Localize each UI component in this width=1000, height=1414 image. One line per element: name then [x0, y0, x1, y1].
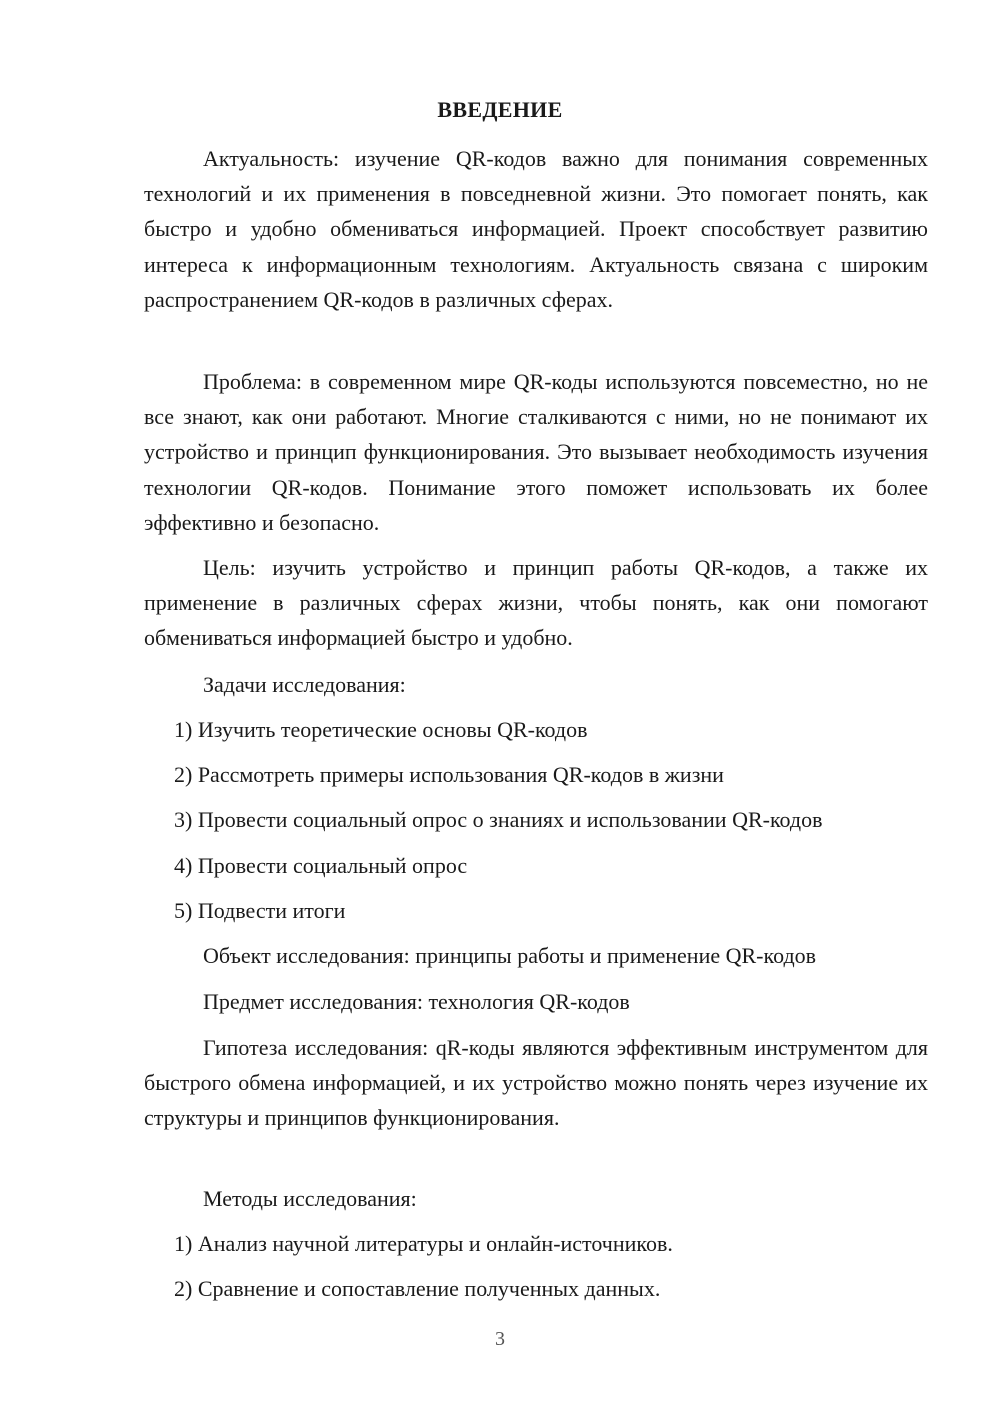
task-item: 1) Изучить теоретические основы QR-кодов	[174, 717, 588, 742]
method-item: 1) Анализ научной литературы и онлайн-источников.	[174, 1231, 673, 1256]
task-item: 5) Подвести итоги	[174, 898, 346, 923]
goal-paragraph: Цель: изучить устройство и принцип работы QR-кодов, а также их применение в различных сферах жизни, чтобы понять, как они помогают обмениваться информацией быстро и удобно.	[144, 555, 928, 651]
page-number: 3	[495, 1328, 505, 1350]
research-object: Объект исследования: принципы работы и применение QR-кодов	[203, 943, 817, 968]
page-title: ВВЕДЕНИЕ	[437, 97, 563, 122]
problem-paragraph: Проблема: в современном мире QR-коды используются повсеместно, но не все знают, как они работают. Многие сталкиваются с ними, но не понимают их устройство и принцип функционирования. Это вызывает необходимость изучения технологии QR-кодов. Понимание этого поможет использовать их более эффективно и безопасно.	[144, 369, 928, 535]
research-subject: Предмет исследования: технология QR-кодов	[203, 989, 630, 1014]
relevance-paragraph: Актуальность: изучение QR-кодов важно для понимания современных технологий и их применения в повседневной жизни. Это помогает понять, как быстро и удобно обмениваться информацией. Проект способствует развитию интереса к информационным технологиям. Актуальность связана с широким распространением QR-кодов в различных сферах.	[144, 146, 928, 312]
task-item: 3) Провести социальный опрос о знаниях и использовании QR-кодов	[174, 807, 823, 832]
task-item: 2) Рассмотреть примеры использования QR-кодов в жизни	[174, 762, 724, 787]
tasks-heading: Задачи исследования:	[203, 672, 406, 697]
hypothesis-paragraph: Гипотеза исследования: qR-коды являются эффективным инструментом для быстрого обмена информацией, и их устройство можно понять через изучение их структуры и принципов функционирования.	[144, 1035, 928, 1131]
task-item: 4) Провести социальный опрос	[174, 853, 468, 878]
methods-heading: Методы исследования:	[203, 1186, 417, 1211]
method-item: 2) Сравнение и сопоставление полученных данных.	[174, 1276, 661, 1301]
